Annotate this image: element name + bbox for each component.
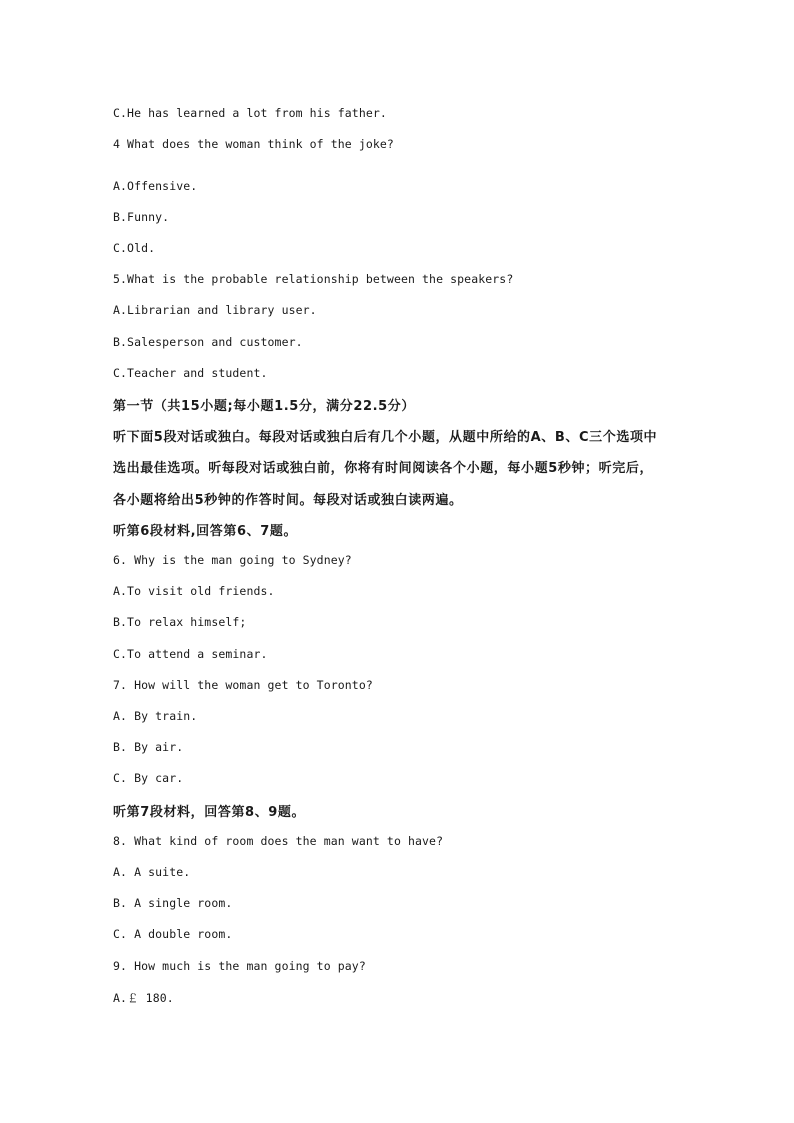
q5-option-a: A.Librarian and library user. [113,303,317,317]
q5-option-c: C.Teacher and student. [113,366,268,380]
q9-question: 9. How much is the man going to pay? [113,959,366,973]
instructions-line-2: 选出最佳选项。听每段对话或独白前，你将有时间阅读各个小题，每小题5秒钟；听完后， [113,461,654,476]
q4-option-b: B.Funny. [113,210,170,224]
q6-question: 6. Why is the man going to Sydney? [113,553,352,567]
q9-option-a: A.￡ 180. [113,991,174,1005]
material-6-heading: 听第6段材料,回答第6、7题。 [113,524,298,539]
q4-option-c: C.Old. [113,241,156,255]
q4-option-a: A.Offensive. [113,179,198,193]
q3-option-c: C.He has learned a lot from his father. [113,106,387,120]
q6-option-c: C.To attend a seminar. [113,647,268,661]
q7-option-a: A. By train. [113,709,198,723]
instructions-line-3: 各小题将给出5秒钟的作答时间。每段对话或独白读两遍。 [113,493,463,508]
q6-option-a: A.To visit old friends. [113,584,275,598]
q8-option-a: A. A suite. [113,865,191,879]
q7-question: 7. How will the woman get to Toronto? [113,678,373,692]
section-heading: 第一节（共15小题;每小题1.5分，满分22.5分） [113,399,415,414]
q6-option-b: B.To relax himself; [113,615,247,629]
q5-option-b: B.Salesperson and customer. [113,335,303,349]
q8-question: 8. What kind of room does the man want to have? [113,834,444,848]
instructions-line-1: 听下面5段对话或独白。每段对话或独白后有几个小题，从题中所给的A、B、C三个选项中 [113,430,658,445]
q7-option-b: B. By air. [113,740,184,754]
q8-option-b: B. A single room. [113,896,233,910]
q4-question: 4 What does the woman think of the joke? [113,137,394,151]
q5-question: 5.What is the probable relationship between the speakers? [113,272,514,286]
material-7-heading: 听第7段材料，回答第8、9题。 [113,805,306,820]
q8-option-c: C. A double room. [113,927,233,941]
q7-option-c: C. By car. [113,771,184,785]
